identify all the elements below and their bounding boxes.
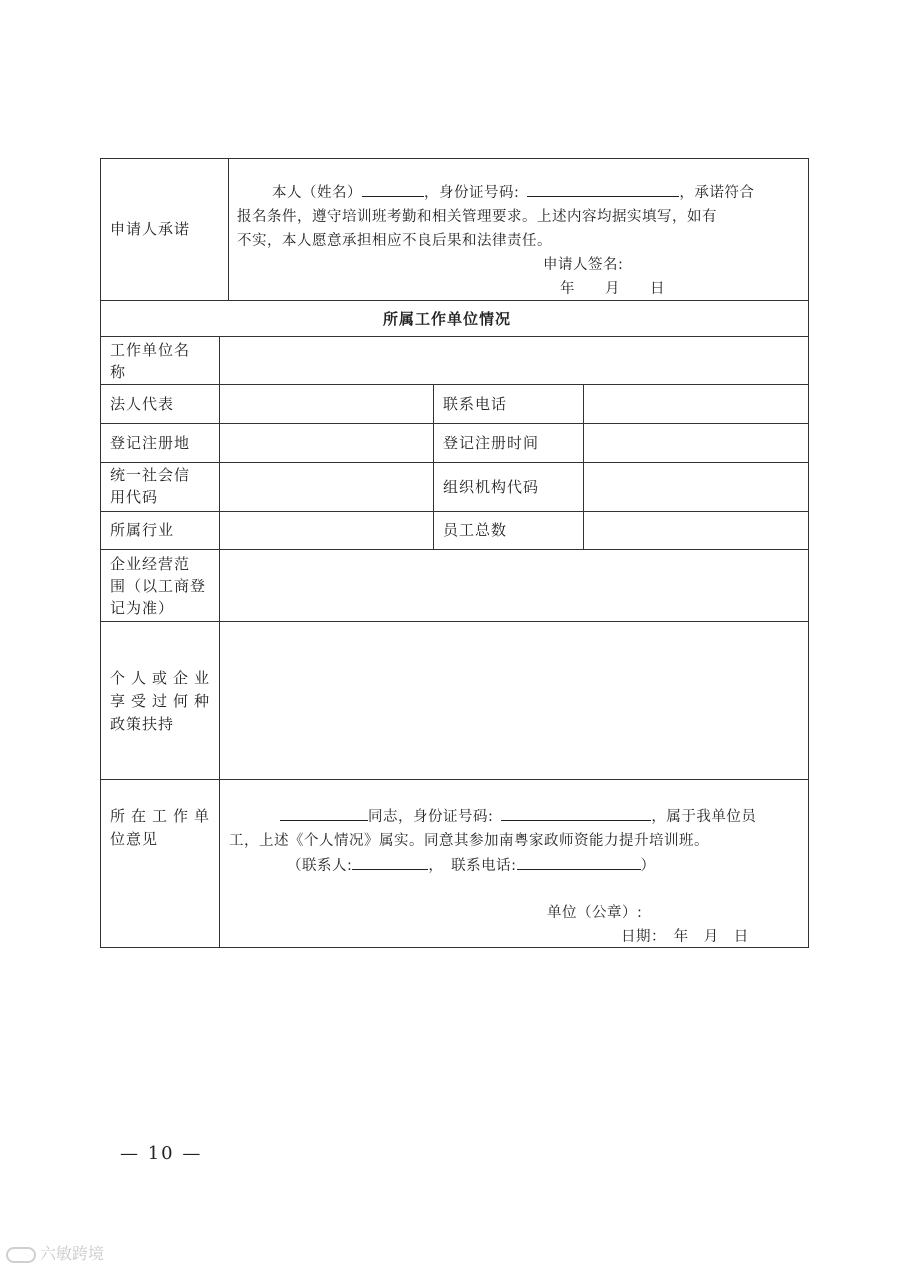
scope-label-3: 记为准） (110, 599, 175, 617)
phone-field[interactable] (585, 386, 807, 422)
pledge-id-prefix: ，身份证号码: (424, 185, 520, 201)
name-blank[interactable] (362, 180, 424, 197)
opinion-date: 日期： 年 月 日 (621, 929, 749, 945)
policy-label-2: 享受过何种 (110, 692, 216, 710)
pledge-date: 年 月 日 (560, 281, 665, 297)
employees-field[interactable] (585, 513, 807, 548)
pledge-commit-text: ，承诺符合 (679, 185, 755, 201)
pledge-signature: 申请人签名: (543, 257, 624, 273)
unit-name-label-1: 工作单位名 (110, 341, 191, 359)
watermark-text: 六敏跨境 (40, 1244, 105, 1263)
pledge-line-2: 报名条件，遵守培训班考勤和相关管理要求。上述内容均据实填写，如有 (237, 209, 717, 225)
pledge-line-1 (272, 180, 754, 205)
policy-field[interactable] (221, 623, 807, 778)
scope-label-2: 围（以工商登 (110, 577, 207, 595)
watermark (6, 1241, 104, 1264)
employees-label: 员工总数 (443, 521, 508, 539)
scope-field[interactable] (221, 551, 807, 620)
reg-time-label: 登记注册时间 (443, 434, 540, 452)
reg-place-field[interactable] (221, 425, 432, 461)
credit-code-label-1: 统一社会信 (110, 466, 191, 484)
pledge-name-prefix: 本人（姓名） (272, 185, 362, 201)
contact-person-prefix: （联系人: (287, 858, 353, 874)
contact-phone-prefix: ， 联系电话: (428, 858, 517, 874)
policy-label-1: 个人或企业 (110, 669, 216, 687)
section-title: 所属工作单位情况 (383, 310, 512, 328)
page-number: — 10 — (120, 1143, 203, 1164)
pledge-line-3: 不实，本人愿意承担相应不良后果和法律责任。 (237, 233, 552, 249)
pledge-label: 申请人承诺 (110, 220, 191, 238)
legal-rep-field[interactable] (221, 386, 432, 422)
opinion-contact-line (287, 853, 656, 878)
comrade-name-blank[interactable] (280, 804, 368, 821)
unit-name-field[interactable] (221, 338, 807, 383)
org-code-field[interactable] (585, 464, 807, 510)
opinion-label-1: 所在工作单 (110, 807, 216, 825)
credit-code-label-2: 用代码 (110, 488, 159, 506)
opinion-employee-text: ，属于我单位员 (651, 809, 757, 825)
industry-label: 所属行业 (110, 521, 175, 539)
policy-label-3: 政策扶持 (110, 715, 175, 733)
industry-field[interactable] (221, 513, 432, 548)
reg-place-label: 登记注册地 (110, 434, 191, 452)
opinion-line-1 (280, 804, 756, 829)
credit-code-field[interactable] (221, 464, 432, 510)
org-code-label: 组织机构代码 (443, 478, 540, 496)
phone-label: 联系电话 (443, 395, 508, 413)
opinion-id-prefix: 同志，身份证号码: (368, 809, 494, 825)
opinion-id-blank[interactable] (501, 804, 651, 821)
scope-label-1: 企业经营范 (110, 555, 191, 573)
opinion-line-2: 工，上述《个人情况》属实。同意其参加南粤家政师资能力提升培训班。 (229, 833, 709, 849)
id-number-blank[interactable] (527, 180, 679, 197)
contact-close: ） (640, 858, 656, 874)
unit-name-label-2: 称 (110, 363, 127, 381)
opinion-label-2: 位意见 (110, 830, 159, 848)
contact-person-blank[interactable] (352, 853, 428, 870)
contact-phone-blank[interactable] (517, 853, 641, 870)
legal-rep-label: 法人代表 (110, 395, 175, 413)
reg-time-field[interactable] (585, 425, 807, 461)
unit-stamp: 单位（公章）: (547, 905, 643, 921)
watermark-logo-icon (6, 1247, 36, 1263)
